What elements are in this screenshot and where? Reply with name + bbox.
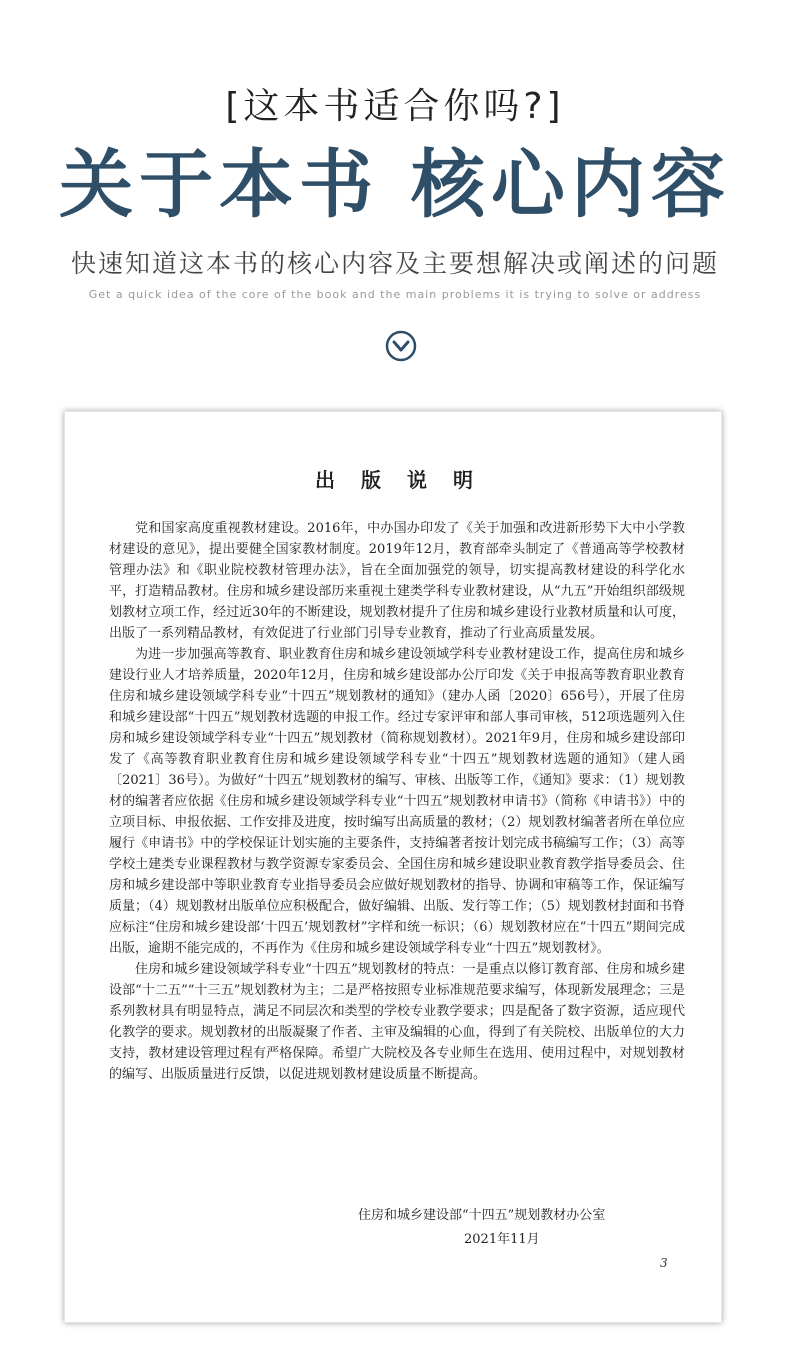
document-page (64, 411, 722, 1323)
header (0, 0, 790, 400)
main-title: 关于本书 核心内容 (59, 142, 731, 228)
paragraph-1: 党和国家高度重视教材建设。2016年，中办国办印发了《关于加强和改进新形势下大中小学教材建设的意见》，提出要健全国家教材制度。2019年12月，教育部牵头制定了《普通高等学校教材管理办法》和《职业院校教材管理办法》，旨在全面加强党的领导，切实提高教材建设的科学化水平，打造精品教材。住房和城乡建设部历来重视土建类学科专业教材建设，从“九五”开始组织部级规划教材立项工作，经过近30年的不断建设，规划教材提升了住房和城乡建设行业教材质量和认可度，出版了一系列精品教材，有效促进了行业部门引导专业教育，推动了行业高质量发展。 (109, 521, 685, 641)
signature-date: 2021年11月 (464, 1232, 540, 1247)
chevron-down-circle-icon (385, 330, 417, 362)
signature-org: 住房和城乡建设部“十四五”规划教材办公室 (358, 1208, 606, 1223)
document-title: 出版说明 (315, 468, 499, 492)
subtitle: 快速知道这本书的核心内容及主要想解决或阐述的问题 (70, 249, 719, 278)
document-body (109, 518, 685, 1085)
tagline: [这本书适合你吗?] (225, 86, 565, 127)
page-number: 3 (660, 1256, 668, 1270)
paragraph-2: 为进一步加强高等教育、职业教育住房和城乡建设领域学科专业教材建设工作，提高住房和城乡建设行业人才培养质量，2020年12月，住房和城乡建设部办公厅印发《关于申报高等教育职业教育住房和城乡建设领域学科专业“十四五”规划教材的通知》（建办人函〔2020〕656号），开展了住房和城乡建设部“十四五”规划教材选题的申报工作。经过专家评审和部人事司审核，512项选题列入住房和城乡建设领域学科专业“十四五”规划教材（简称规划教材）。2021年9月，住房和城乡建设部印发了《高等教育职业教育住房和城乡建设领域学科专业“十四五”规划教材选题的通知》（建人函〔2021〕36号）。为做好“十四五”规划教材的编写、审核、出版等工作，《通知》要求：（1）规划教材的编著者应依据《住房和城乡建设领域学科专业“十四五”规划教材申请书》（简称《申请书》）中的立项目标、申报依据、工作安排及进度，按时编写出高质量的教材；（2）规划教材编著者所在单位应履行《申请书》中的学校保证计划实施的主要条件，支持编著者按计划完成书稿编写工作；（3）高等学校土建类专业课程教材与教学资源专家委员会、全国住房和城乡建设职业教育教学指导委员会、住房和城乡建设部中等职业教育专业指导委员会应做好规划教材的指导、协调和审稿等工作，保证编写质量；（4）规划教材出版单位应积极配合，做好编辑、出版、发行等工作；（5）规划教材封面和书脊应标注“住房和城乡建设部‘十四五’规划教材”字样和统一标识；（6）规划教材应在“十四五”期间完成出版，逾期不能完成的，不再作为《住房和城乡建设领域学科专业“十四五”规划教材》。 (109, 647, 685, 956)
paragraph-3: 住房和城乡建设领域学科专业“十四五”规划教材的特点：一是重点以修订教育部、住房和城乡建设部“十二五”“十三五”规划教材为主；二是严格按照专业标准规范要求编写，体现新发展理念；三是系列教材具有明显特点，满足不同层次和类型的学校专业教学要求；四是配备了数字资源，适应现代化教学的要求。规划教材的出版凝聚了作者、主审及编辑的心血，得到了有关院校、出版单位的大力支持，教材建设管理过程有严格保障。希望广大院校及各专业师生在选用、使用过程中，对规划教材的编写、出版质量进行反馈，以促进规划教材建设质量不断提高。 (109, 962, 685, 1082)
subtitle-en: Get a quick idea of the core of the book and the main problems it is trying to solve or address (88, 288, 702, 301)
